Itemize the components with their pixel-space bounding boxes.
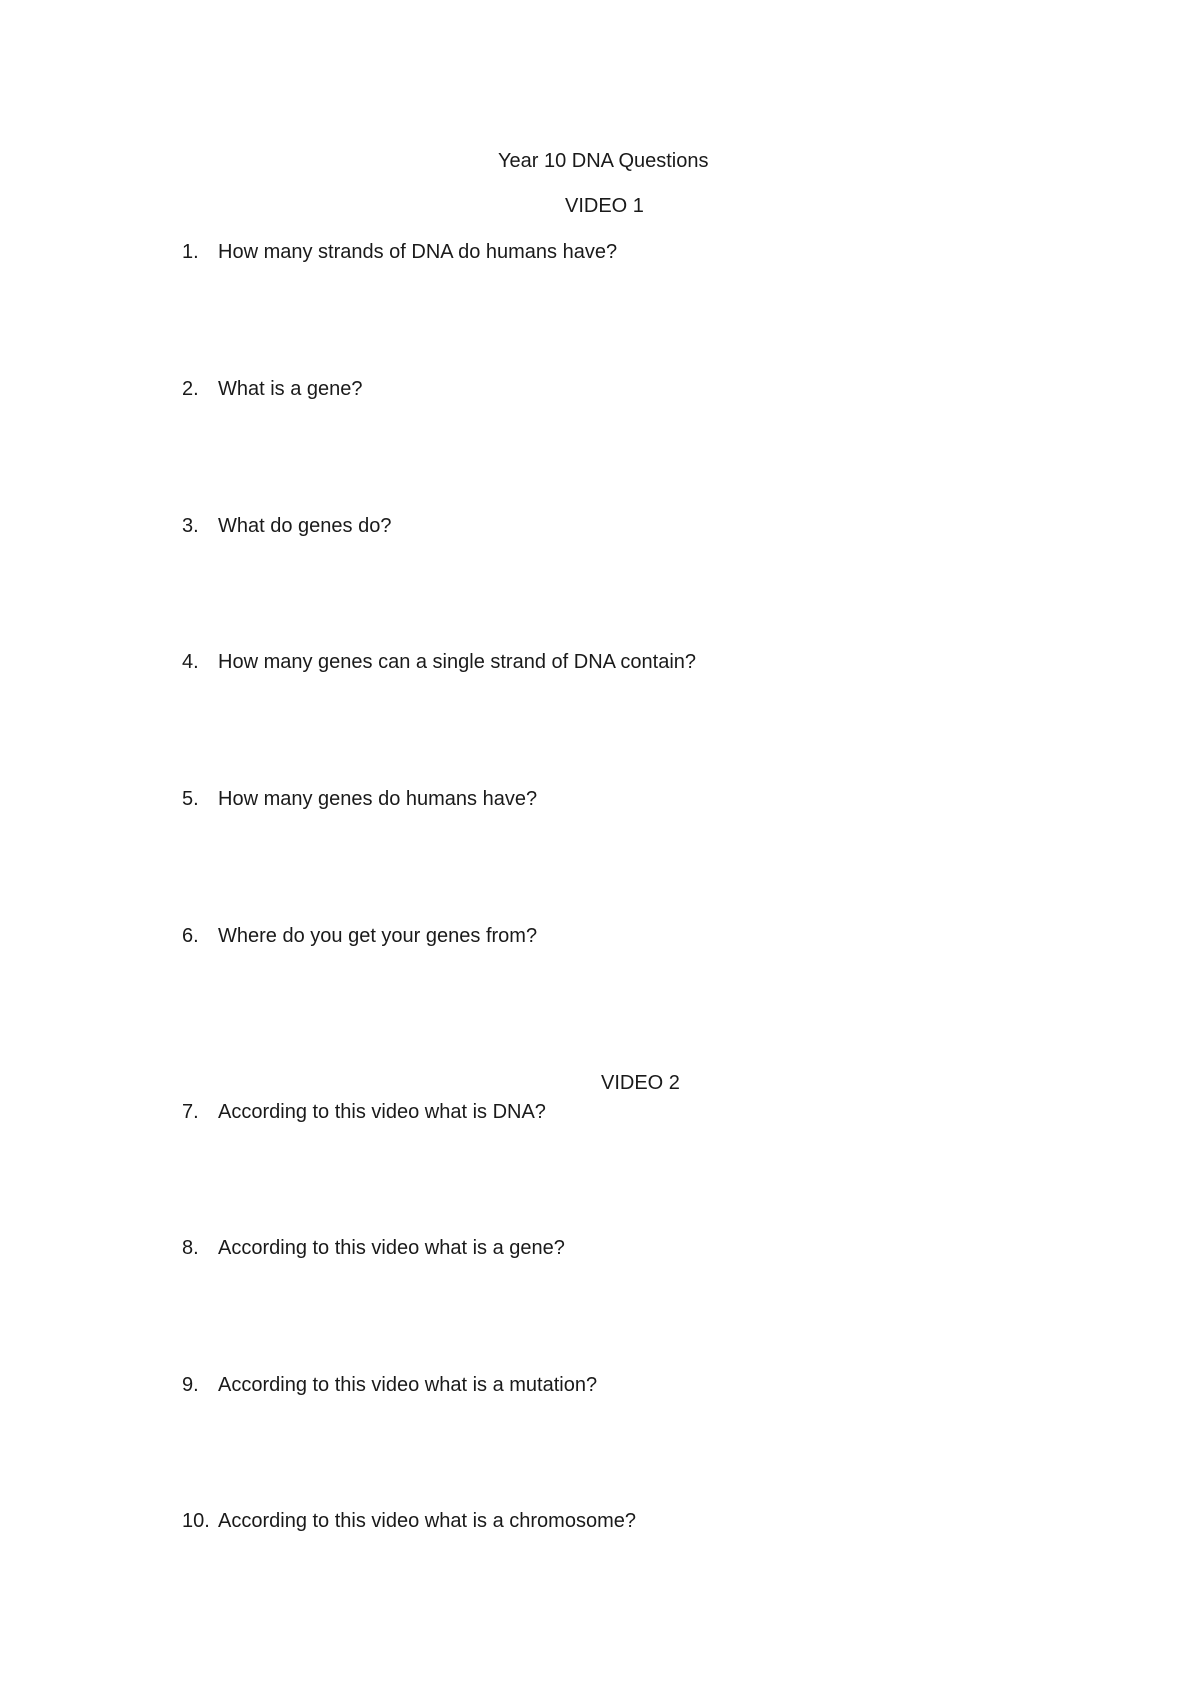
question-text: Where do you get your genes from? [218, 925, 538, 947]
question-item [182, 787, 537, 811]
question-text: What is a gene? [218, 378, 363, 400]
question-item [182, 514, 391, 538]
question-number: 2. [182, 378, 199, 400]
section-heading-video-1: VIDEO 1 [565, 195, 644, 217]
question-number: 1. [182, 241, 199, 263]
question-number: 3. [182, 515, 199, 537]
question-item [182, 650, 696, 674]
question-number: 5. [182, 788, 199, 810]
question-text: How many genes do humans have? [218, 788, 538, 810]
question-item [182, 1100, 546, 1124]
question-item [182, 924, 537, 948]
question-text: According to this video what is a chromosome? [218, 1510, 636, 1532]
question-number: 4. [182, 651, 199, 673]
question-number: 6. [182, 925, 199, 947]
question-item [182, 240, 617, 264]
page-title: Year 10 DNA Questions [498, 150, 709, 172]
question-text: According to this video what is DNA? [218, 1101, 546, 1123]
question-item [182, 377, 363, 401]
section-heading-video-2: VIDEO 2 [601, 1072, 680, 1094]
question-number: 8. [182, 1237, 199, 1259]
question-item [182, 1373, 597, 1397]
question-item [182, 1509, 636, 1533]
question-text: What do genes do? [218, 515, 392, 537]
question-text: According to this video what is a mutation? [218, 1374, 598, 1396]
question-item [182, 1236, 565, 1260]
question-text: How many genes can a single strand of DNA contain? [218, 651, 697, 673]
question-text: According to this video what is a gene? [218, 1237, 565, 1259]
question-text: How many strands of DNA do humans have? [218, 241, 618, 263]
question-number: 9. [182, 1374, 199, 1396]
question-number: 10. [182, 1510, 210, 1532]
question-number: 7. [182, 1101, 199, 1123]
